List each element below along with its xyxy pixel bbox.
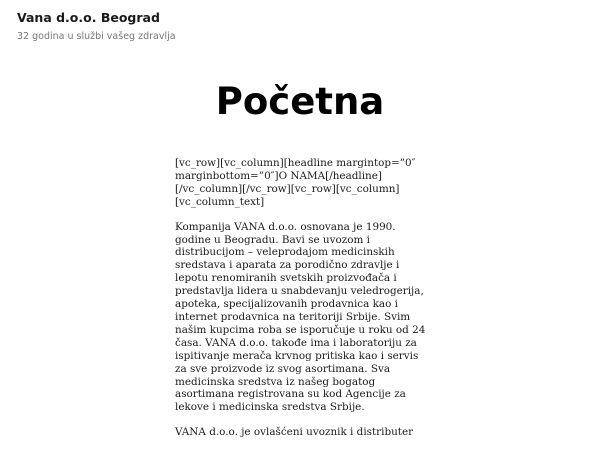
shortcode-paragraph: [vc_row][vc_column][headline margintop=”0″ marginbottom=”0″]O NAMA[/headline][/vc_column][/vc_row][vc_row][vc_column][vc_column_text] bbox=[175, 157, 416, 208]
site-title-link[interactable]: Vana d.o.o. Beograd bbox=[17, 10, 160, 25]
site-tagline: 32 godina u službi vašeg zdravlja bbox=[17, 31, 176, 42]
about-paragraph: Kompanija VANA d.o.o. osnovana je 1990. godine u Beogradu. Bavi se uvozom i distribucijom – veleprodajom medicinskih sredstava i aparata za porodično zdravlje i lepotu renomiranih svetskih proizvođača i predstavlja lidera u snabdevanju veledrogerija, apoteka, specijalizovanih prodavnica kao i internet prodavnica na teritoriji Srbije. Svim našim kupcima roba se isporučuje u roku od 24 časa. VANA d.o.o. takođe ima i laboratoriju za ispitivanje merača krvnog pritiska kao i servis za sve proizvode iz svog asortimana. Sva medicinska sredstva iz našeg bogatog asortimana registrovana su kod Agencije za lekove i medicinska sredstva Srbije. bbox=[175, 220, 426, 414]
page-title: Početna bbox=[215, 80, 385, 123]
site-header bbox=[17, 9, 176, 44]
entry-content bbox=[175, 157, 430, 451]
distributor-paragraph: VANA d.o.o. je ovlašćeni uvoznik i distributer bbox=[175, 426, 414, 439]
